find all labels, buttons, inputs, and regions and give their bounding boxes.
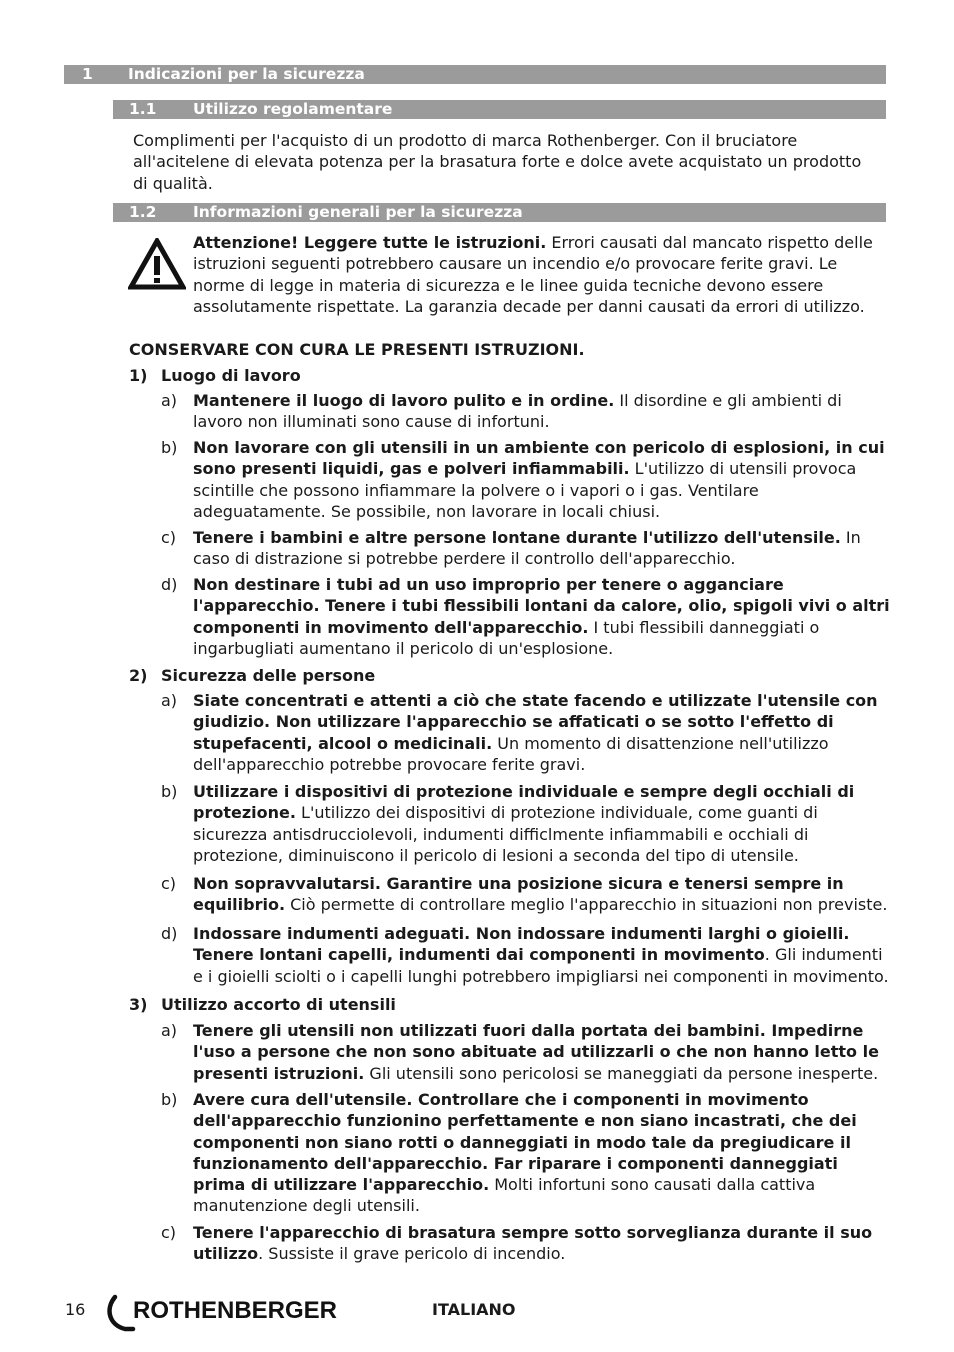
subsection-heading (129, 365, 301, 386)
subsection-heading (129, 665, 375, 686)
page-number: 16 (65, 1300, 86, 1319)
item-bold: Avere cura dell'utensile. Controllare che i componenti in movimento dell'apparecchio funzionino perfettamente e non siano incastrati, che dei componenti non siano rotti o danneggiati in modo tale da pregiudicare il funzionamento dell'apparecchio. Far riparare i componenti danneggiati prima di utilizzare l'apparecchio. (193, 1090, 857, 1195)
intro-paragraph: Complimenti per l'acquisto di un prodotto di marca Rothenberger. Con il bruciatore all'acitelene di elevata potenza per la brasatura forte e dolce avete acquistato un prodotto di qualità. (133, 131, 862, 193)
list-item (161, 1222, 891, 1265)
item-text: Gli utensili sono pericolosi se maneggiati da persone inesperte. (364, 1063, 879, 1083)
subsection-title: Sicurezza delle persone (161, 666, 376, 685)
item-text: In caso di distrazione si potrebbe perdere il controllo dell'apparecchio. (193, 528, 861, 569)
item-letter: a) (161, 691, 178, 710)
item-letter: d) (161, 924, 178, 943)
item-text: . Sussiste il grave pericolo di incendio. (258, 1244, 566, 1264)
list-item (161, 437, 891, 522)
item-letter: b) (161, 438, 178, 457)
section-number: 1.1 (129, 100, 157, 118)
warning-triangle-icon (128, 238, 186, 290)
item-text: . Gli indumenti e i gioielli sciolti o i capelli lunghi potrebbero impigliarsi nei componenti in movimento. (193, 945, 889, 986)
list-item (161, 527, 891, 570)
item-bold: Siate concentrati e attenti a ciò che state facendo e utilizzate l'utensile con giudizio. Non utilizzare l'apparecchio se affaticati o se sotto l'effetto di stupefacenti, alcool o medicinali. (193, 691, 878, 753)
list-item (161, 923, 891, 987)
item-bold: Non sopravvalutarsi. Garantire una posizione sicura e tenersi sempre in equilibrio. (193, 874, 844, 915)
item-bold: Mantenere il luogo di lavoro pulito e in ordine. (193, 391, 615, 410)
subsection-number: 3) (129, 995, 148, 1014)
section-number: 1.2 (129, 203, 157, 221)
list-item (161, 574, 891, 659)
subsection-number: 2) (129, 666, 148, 685)
item-letter: d) (161, 575, 178, 594)
item-bold: Tenere l'apparecchio di brasatura sempre sotto sorveglianza durante il suo utilizzo (193, 1223, 873, 1264)
list-item (161, 781, 891, 866)
section-1-2-header (113, 203, 886, 222)
list-item (161, 390, 891, 433)
subsection-number: 1) (129, 366, 148, 385)
brand-name: ROTHENBERGER (133, 1297, 338, 1324)
section-title: Indicazioni per la sicurezza (128, 65, 365, 83)
item-bold: Utilizzare i dispositivi di protezione individuale e sempre degli occhiali di protezione. (193, 782, 855, 823)
item-bold: Non lavorare con gli utensili in un ambiente con pericolo di esplosioni, in cui sono presenti liquidi, gas e polveri infiammabili. (193, 438, 885, 479)
footer-language: ITALIANO (432, 1300, 516, 1319)
item-text: Il disordine e gli ambienti di lavoro non illuminati sono cause di infortuni. (193, 391, 842, 432)
item-bold: Tenere i bambini e altre persone lontane durante l'utilizzo dell'utensile. (193, 528, 841, 547)
list-item (161, 690, 891, 775)
section-1-header (64, 65, 886, 84)
item-bold: Indossare indumenti adeguati. Non indossare indumenti larghi o gioielli. Tenere lontani capelli, indumenti dai componenti in movimento (193, 924, 850, 965)
item-bold: Non destinare i tubi ad un uso improprio per tenere o agganciare l'apparecchio. Tenere i tubi flessibili lontani da calore, olio, spigoli vivi o altri componenti in movimento dell'apparecchio. (193, 575, 890, 637)
section-title: Utilizzo regolamentare (193, 100, 393, 118)
section-title: Informazioni generali per la sicurezza (193, 203, 523, 221)
warning-paragraph (193, 232, 890, 317)
section-number: 1 (82, 65, 93, 83)
list-item (161, 1020, 891, 1084)
warning-bold: Attenzione! Leggere tutte le istruzioni. (193, 233, 547, 252)
warning-body: Errori causati dal mancato rispetto delle istruzioni seguenti potrebbero causare un incendio e/o provocare ferite gravi. Le norme di legge in materia di sicurezza e le linee guida tecniche devono essere assolutamente rispettate. La garanzia decade per danni causati da errori di utilizzo. (193, 233, 873, 316)
list-item (161, 873, 891, 916)
subsection-heading (129, 994, 396, 1015)
subsection-title: Luogo di lavoro (161, 366, 301, 385)
item-text: Un momento di disattenzione nell'utilizzo dell'apparecchio potrebbe provocare ferite gravi. (193, 733, 829, 774)
item-text: Molti infortuni sono causati dalla cattiva manutenzione degli utensili. (193, 1175, 816, 1216)
item-letter: a) (161, 1021, 178, 1040)
item-text: Ciò permette di controllare meglio l'apparecchio in situazioni non previste. (285, 895, 888, 915)
subsection-title: Utilizzo accorto di utensili (161, 995, 396, 1014)
item-letter: b) (161, 1090, 178, 1109)
item-letter: a) (161, 391, 178, 410)
keep-instructions: CONSERVARE CON CURA LE PRESENTI ISTRUZIONI. (129, 340, 585, 359)
item-letter: c) (161, 528, 177, 547)
section-1-1-header (113, 100, 886, 119)
item-letter: c) (161, 874, 177, 893)
item-bold: Tenere gli utensili non utilizzati fuori dalla portata dei bambini. Impedirne l'uso a persone che non sono abituate ad utilizzarli o che non hanno letto le presenti istruzioni. (193, 1021, 879, 1083)
item-text: I tubi flessibili danneggiati o ingarbugliati aumentano il pericolo di un'esplosione. (193, 617, 820, 658)
item-letter: c) (161, 1223, 177, 1242)
rothenberger-logo (105, 1291, 350, 1333)
item-text: L'utilizzo di utensili provoca scintille che possono infiammare la polvere o i vapori o i gas. Ventilare adeguatamente. Se possibile, non lavorare in locali chiusi. (193, 459, 857, 521)
list-item (161, 1089, 891, 1217)
item-letter: b) (161, 782, 178, 801)
item-text: L'utilizzo dei dispositivi di protezione individuale, come guanti di sicurezza antisdrucciolevoli, indumenti difficlmente infiammabili e occhiali di protezione, diminuiscono il pericolo di lesioni a seconda del tipo di utensile. (193, 803, 818, 865)
